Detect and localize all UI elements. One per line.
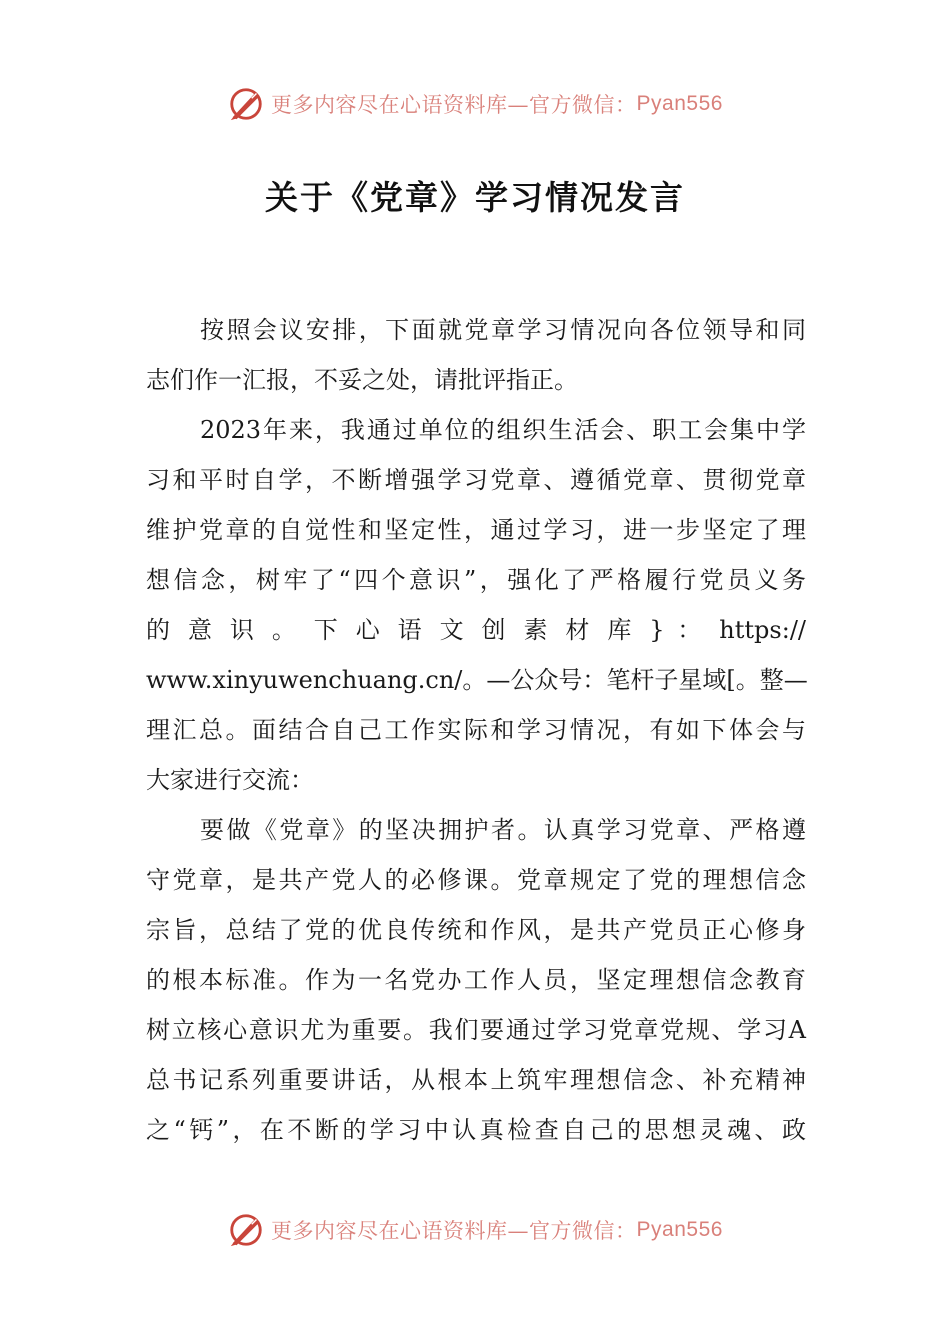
paragraph-3-line-5: 树立核心意识尤为重要。我们要通过学习党章党规、学习A xyxy=(146,1016,806,1044)
paragraph-3-line-4: 的根本标准。作为一名党办工作人员，坚定理想信念教育 xyxy=(146,966,806,994)
paragraph-3-line-3: 宗旨，总结了党的优良传统和作风，是共产党员正心修身 xyxy=(146,916,806,944)
paragraph-2-line-1: 2023年来，我通过单位的组织生活会、职工会集中学 xyxy=(200,416,806,444)
watermark-wechat-id: Pyan556 xyxy=(636,1218,723,1241)
paragraph-2-line-2: 习和平时自学，不断增强学习党章、遵循党章、贯彻党章 xyxy=(146,466,806,494)
watermark-text: 更多内容尽在心语资料库—官方微信： xyxy=(271,1219,637,1243)
footer-watermark xyxy=(0,1210,950,1250)
paragraph-3-line-2: 守党章，是共产党人的必修课。党章规定了党的理想信念 xyxy=(146,866,806,894)
paragraph-1-line-2: 志们作一汇报，不妥之处，请批评指正。 xyxy=(146,366,578,394)
header-watermark xyxy=(0,84,950,124)
watermark-text: 更多内容尽在心语资料库—官方微信： xyxy=(271,93,637,117)
pen-logo-icon xyxy=(227,1211,265,1249)
paragraph-1-line-1: 按照会议安排，下面就党章学习情况向各位领导和同 xyxy=(200,316,806,344)
watermark-wechat-id: Pyan556 xyxy=(636,92,723,115)
paragraph-2-line-7: 理汇总。面结合自己工作实际和学习情况，有如下体会与 xyxy=(146,716,806,744)
paragraph-3-line-7: 之“钙”，在不断的学习中认真检查自己的思想灵魂、政 xyxy=(146,1116,806,1144)
paragraph-2-line-4: 想信念，树牢了“四个意识”，强化了严格履行党员义务 xyxy=(146,566,806,594)
paragraph-2-line-8: 大家进行交流： xyxy=(146,766,314,794)
paragraph-2-line-6: www.xinyuwenchuang.cn/。—公众号：笔杆子星域[。整— xyxy=(146,666,808,694)
pen-logo-icon xyxy=(227,85,265,123)
paragraph-3-line-1: 要做《党章》的坚决拥护者。认真学习党章、严格遵 xyxy=(200,816,806,844)
document-body xyxy=(146,305,806,1155)
paragraph-2-line-5: 的 意 识 。 下 心 语 文 创 素 材 库 } ： https:// xyxy=(146,616,806,644)
document-title: 关于《党章》学习情况发言 xyxy=(265,178,685,217)
paragraph-3-line-6: 总书记系列重要讲话，从根本上筑牢理想信念、补充精神 xyxy=(146,1066,806,1094)
paragraph-2-line-3: 维护党章的自觉性和坚定性，通过学习，进一步坚定了理 xyxy=(146,516,806,544)
